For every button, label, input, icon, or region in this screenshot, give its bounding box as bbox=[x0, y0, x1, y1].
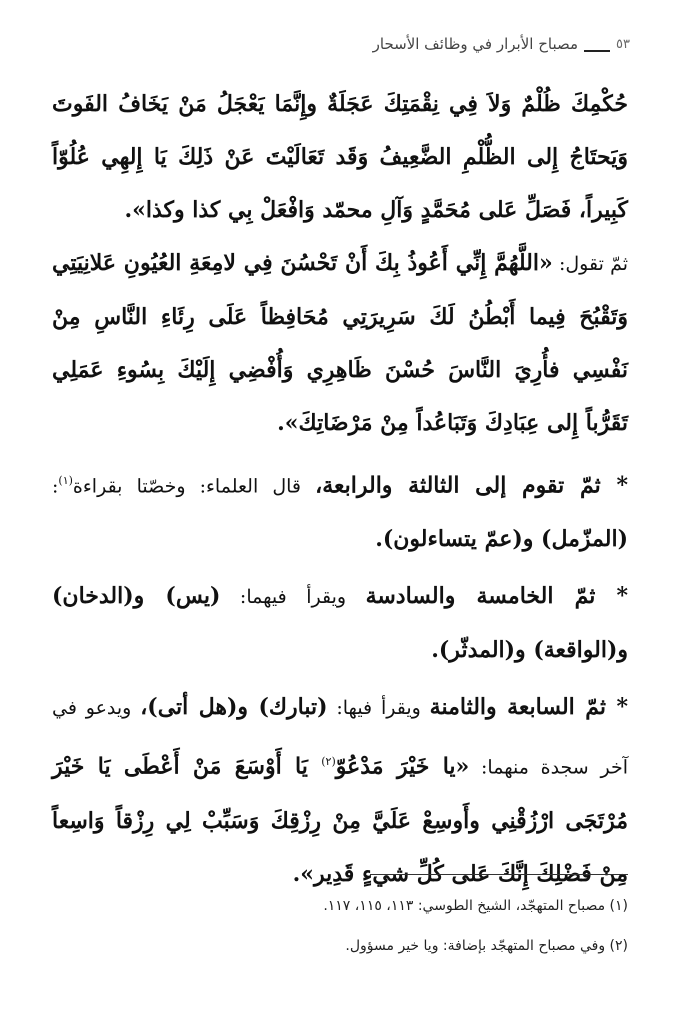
body-text: ويقرأ فيهما: bbox=[220, 586, 366, 609]
paragraph-third-fourth bbox=[52, 454, 628, 566]
footnote-ref-1: (١) bbox=[58, 474, 73, 487]
page-number: ٥٣ bbox=[616, 36, 630, 52]
section-heading: * ثمّ الخامسة والسادسة bbox=[365, 583, 628, 610]
body-text: قال العلماء: وخصّتا بقراءة bbox=[72, 475, 316, 498]
dua-text: «اللَّهُمَّ إِنِّي أَعُوذُ بِكَ أَنْ تَحْسُنَ فِي لامِعَةِ العُيُونِ عَلانِيَتِي وَتَقْبُحَ فِيما أَبْطُنُ لَكَ سَرِيرَتِي مُحَافِظاً عَلَى رِئَاءِ النَّاسِ مِنْ نَفْسِي فأُرِيَ النَّاسَ حُسْنَ ظَاهِرِي وَأُفْضِي إِلَيْكَ بِسُوءِ عَمَلِي تَقَرُّباً إِلى عِبَادِكَ وَتَبَاعُداً مِنْ مَرْضَاتِكَ». bbox=[52, 250, 628, 436]
footnotes bbox=[60, 886, 628, 966]
body-text: ويقرأ فيها: bbox=[327, 697, 430, 720]
paragraph-dua-2 bbox=[52, 237, 628, 450]
paragraph-fifth-sixth bbox=[52, 570, 628, 677]
section-heading: * ثمّ السابعة والثامنة bbox=[429, 694, 628, 721]
colon: : bbox=[52, 475, 59, 498]
footnote-ref-2: (٢) bbox=[321, 755, 336, 769]
page-body bbox=[52, 78, 628, 901]
header-rule bbox=[584, 50, 610, 52]
book-title: مصباح الأبرار في وظائف الأسحار bbox=[372, 35, 579, 53]
surah-list: (يس) و(الدخان) و(الواقعة) و(المدثّر). bbox=[52, 583, 628, 664]
surah-list: (تبارك) و(هل أتى)، bbox=[140, 694, 328, 721]
footnote-2: (٢) وفي مصباح المتهجّد بإضافة: ويا خير مسؤول. bbox=[345, 938, 628, 954]
paragraph-dua-1: حُكْمِكَ ظُلْمٌ وَلاَ فِي نِقْمَتِكَ عَجَلَةٌ وإِنَّمَا يَعْجَلُ مَنْ يَخَافُ الفَوتَ وَيَحتَاجُ إِلى الظُّلْمِ الضَّعِيفُ وَقَد تَعَالَيْتَ عَنْ ذَلِكَ يَا إِلهِي عُلُوّاً كَبِيراً، فَصَلِّ عَلى مُحَمَّدٍ وَآلِ محمّد وَافْعَلْ بِي كذا وكذا». bbox=[52, 91, 628, 223]
surah-list: (المزّمل) و(عمّ يتساءلون). bbox=[375, 526, 628, 553]
footnote-rule bbox=[370, 874, 628, 875]
footnote-1: (١) مصباح المتهجّد، الشيخ الطوسي: ١١٣، ١١٥، ١١٧. bbox=[323, 898, 628, 914]
running-head bbox=[64, 32, 630, 56]
dua-text: «يا خَيْرَ مَدْعُوّ bbox=[335, 753, 470, 780]
intro-text: ثمّ تقول: bbox=[552, 253, 628, 275]
dua-text: يَا أَوْسَعَ مَنْ أَعْطَى يَا خَيْرَ مُرْتَجَى ارْزُقْنِي وأَوسِعْ عَلَيَّ مِنْ رِزْقِكَ وَسَبِّبْ لِي رِزْقاً وَاسِعاً مِنْ فَضْلِكَ إِنَّكَ عَلى كُلِّ شيءٍ قَدِير». bbox=[52, 753, 628, 887]
section-heading: * ثمّ تقوم إلى الثالثة والرابعة، bbox=[315, 472, 628, 499]
paragraph-seventh-eighth bbox=[52, 681, 628, 900]
body-text: ويدعو في آخر سجدة منهما: bbox=[52, 697, 628, 779]
